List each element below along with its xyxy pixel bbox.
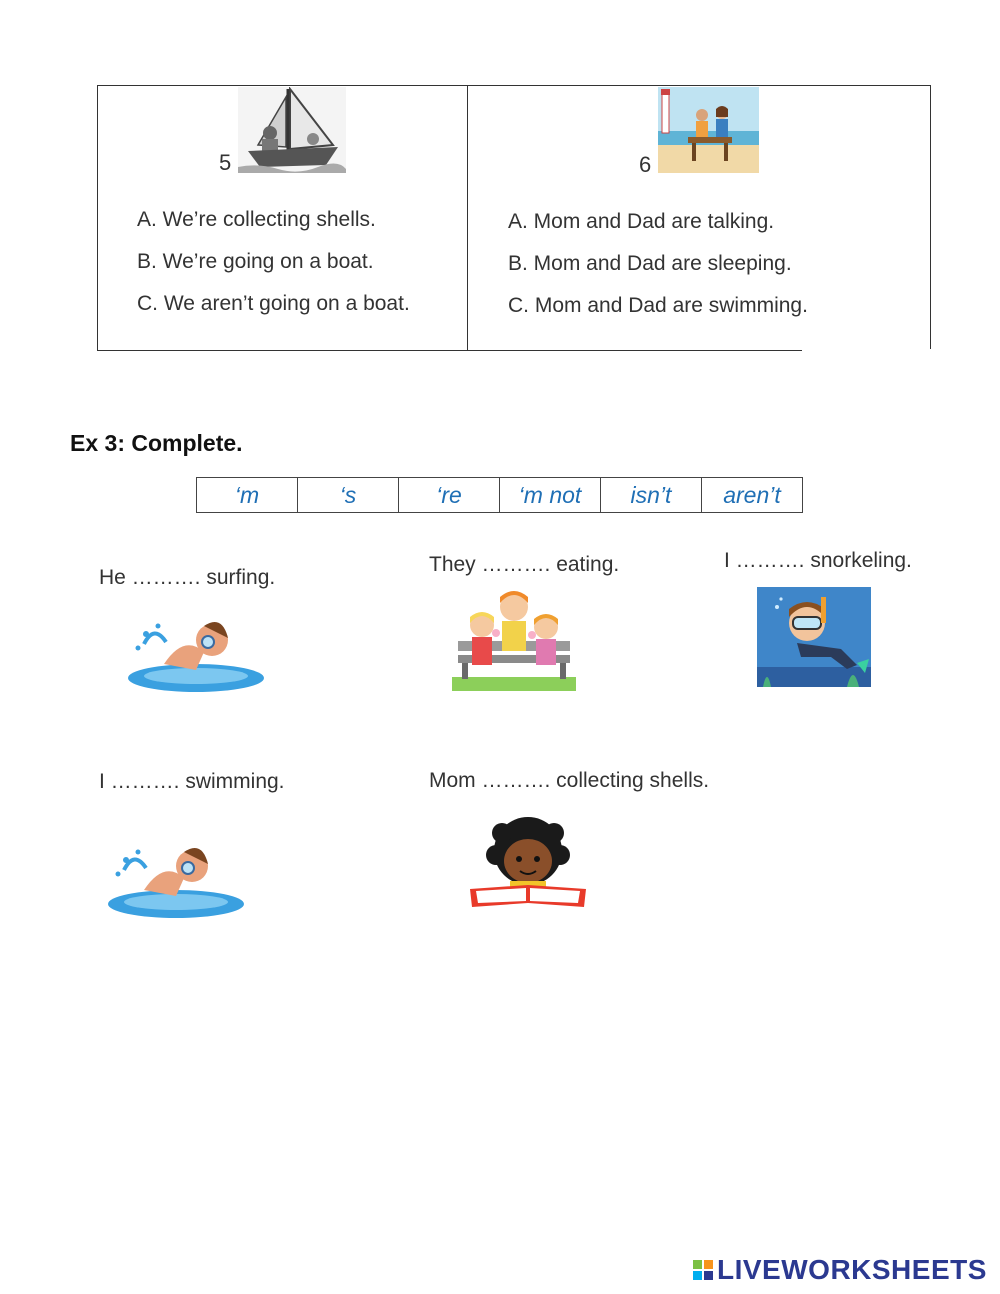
swimmer-image — [124, 604, 266, 696]
sailboat-image — [238, 87, 346, 173]
answer-option-5a[interactable]: A. We’re collecting shells. — [137, 208, 376, 231]
reading-child-image — [466, 815, 590, 909]
answer-option-5b[interactable]: B. We’re going on a boat. — [137, 250, 374, 273]
word-bank-item: ‘s — [298, 478, 399, 513]
logo-grid-icon — [693, 1260, 713, 1280]
sentence-fill-in[interactable]: He ………. surfing. — [99, 566, 276, 589]
liveworksheets-logo — [693, 1254, 987, 1286]
kids-eating-image — [452, 585, 576, 691]
swimmer-image — [104, 830, 246, 922]
word-bank-item: ‘m not — [500, 478, 601, 513]
logo-text: LIVEWORKSHEETS — [717, 1254, 987, 1285]
sentence-fill-in[interactable]: I ………. swimming. — [99, 770, 285, 793]
table-border-right — [930, 86, 931, 350]
word-bank-item: ‘m — [197, 478, 298, 513]
question-number: 5 — [219, 150, 232, 175]
answer-option-6a[interactable]: A. Mom and Dad are talking. — [508, 210, 775, 233]
sentence-fill-in[interactable]: I ………. snorkeling. — [724, 549, 912, 572]
snorkeler-image — [757, 587, 871, 687]
word-bank — [196, 477, 803, 513]
question-number: 6 — [639, 152, 652, 177]
answer-option-6b[interactable]: B. Mom and Dad are sleeping. — [508, 252, 792, 275]
sentence-fill-in[interactable]: Mom ………. collecting shells. — [429, 769, 710, 792]
table-divider — [467, 86, 468, 350]
word-bank-item: aren’t — [702, 478, 803, 513]
beach-couple-image — [658, 87, 759, 173]
word-bank-item: isn’t — [601, 478, 702, 513]
sentence-fill-in[interactable]: They ………. eating. — [429, 553, 620, 576]
answer-option-5c[interactable]: C. We aren’t going on a boat. — [137, 292, 410, 315]
word-bank-item: ‘re — [399, 478, 500, 513]
exercise-heading: Ex 3: Complete. — [70, 430, 243, 456]
answer-option-6c[interactable]: C. Mom and Dad are swimming. — [508, 294, 808, 317]
